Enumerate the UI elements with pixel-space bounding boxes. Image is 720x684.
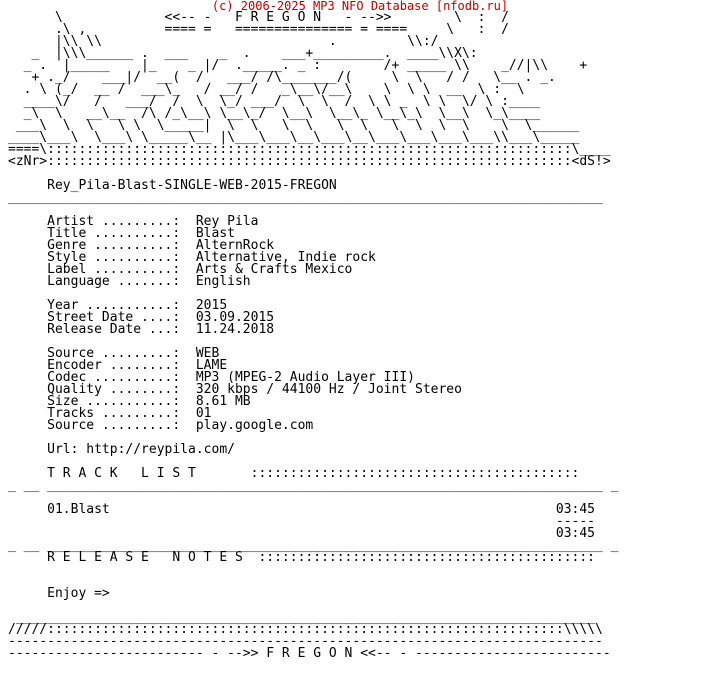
nfo-line: _ . |_____ |_ _ |/ ._____. _ : /+ _____ \\ _//|\\ +: [8, 58, 588, 73]
nfo-line: 03:45: [8, 526, 595, 541]
nfo-line: ____________________________________________________________________________: [8, 190, 603, 205]
nfo-line: Rey_Pila-Blast-SINGLE-WEB-2015-FREGON: [8, 178, 337, 193]
nfo-line: Quality ........: 320 kbps / 44100 Hz / Joint Stereo: [8, 382, 462, 397]
nfo-line: _ |\\\______ . ___ _ . ___+_________. ____\\X\:: [8, 46, 478, 61]
nfo-line: /////::::::::::::::::::::::::::::::::::::::::::::::::::::::::::::::::::\\\\\: [8, 622, 603, 637]
nfo-line: Title ..........: Blast: [8, 226, 235, 241]
nfo-line: [8, 564, 618, 576]
nfo-line: ------------------------- - -->> F R E G O N <<-- - -------------------------: [8, 646, 611, 661]
nfo-line: ____\___\ \___\ \_____\__ |\___\___\__\___\__\___\___\___\___\\___\_____: [8, 130, 580, 145]
nfo-line: Release Date ...: 11.24.2018: [8, 322, 275, 337]
nfo-line: \ <<-- - F R E G O N - -->> \ : /: [8, 10, 509, 25]
nfo-line: .\ , ==== = =============== = ==== \ : /: [8, 22, 509, 37]
nfo-line: Year ...........: 2015: [8, 298, 228, 313]
nfo-line: ----------------------------------------------------------------------------: [8, 634, 603, 649]
nfo-line: Enjoy =>: [8, 586, 110, 601]
nfo-line: _ __ _______________________________________________________________________ _: [8, 478, 619, 493]
nfo-line: ____\/ / ___/ / \ \_/ ___/ \ \ / \ \ _ \ \ \/ \ :____: [8, 94, 541, 109]
nfo-line: 01.Blast 03:45: [8, 502, 595, 517]
nfo-line: Tracks .........: 01: [8, 406, 212, 421]
nfo-line: + ._/ ___|/ __( / ___/ /\_______/( \ \ / / \__ . _.: [8, 70, 556, 85]
nfo-line: Language .......: English: [8, 274, 251, 289]
nfo-line: Genre ..........: AlternRock: [8, 238, 275, 253]
nfo-line: __________________________________________________________________________: [8, 610, 595, 625]
nfo-line: Label ..........: Arts & Crafts Mexico: [8, 262, 353, 277]
nfo-line: Artist .........: Rey Pila: [8, 214, 259, 229]
nfo-line: T R A C K L I S T ::::::::::::::::::::::::::::::::::::::::::: [8, 466, 580, 481]
site-header[interactable]: (c) 2006-2025 MP3 NFO Database [nfodb.ru]: [211, 0, 509, 13]
nfo-line: Size ...........: 8.61 MB: [8, 394, 251, 409]
nfo-line: |\\ \\ . \\:/: [8, 34, 439, 49]
nfo-line: Encoder ........: LAME: [8, 358, 228, 373]
nfo-line: _\ \ __\__ /\ /_\__\ \__\_/ \__\ \__\_ \__\_\ \__\ \_\____: [8, 106, 541, 121]
nfo-line: Style ..........: Alternative, Indie rock: [8, 250, 376, 265]
nfo-line: . \ (_/ __ / ___\_ / __/ / _\__\/__\ \ \ \ __ \ : \: [8, 82, 525, 97]
nfo-line: ====\:::::::::::::::::::::::::::::::::::::::::::::::::::::::::::::::::::\____: [8, 142, 611, 157]
nfo-line: Url: http://reypila.com/: [8, 442, 235, 457]
nfo-line: ___\ \ \ \ \ \_____| \ \ \ \ \ \ \ \ \ \ \ \______: [8, 118, 580, 133]
nfo-line: R E L E A S E N O T E S :::::::::::::::::::::::::::::::::::::::::::: [8, 550, 595, 565]
nfo-line: Street Date ....: 03.09.2015: [8, 310, 275, 325]
nfo-line: -----: [8, 514, 595, 529]
nfo-line: <zNr>:::::::::::::::::::::::::::::::::::::::::::::::::::::::::::::::::::<dS!>: [8, 154, 611, 169]
nfo-line: Source .........: play.google.com: [8, 418, 314, 433]
nfo-line: Source .........: WEB: [8, 346, 220, 361]
nfo-line: Codec ..........: MP3 (MPEG-2 Audio Layer III): [8, 370, 415, 385]
nfo-line: _ __ _______________________________________________________________________ _: [8, 538, 619, 553]
nfo-text: [8, 12, 618, 660]
